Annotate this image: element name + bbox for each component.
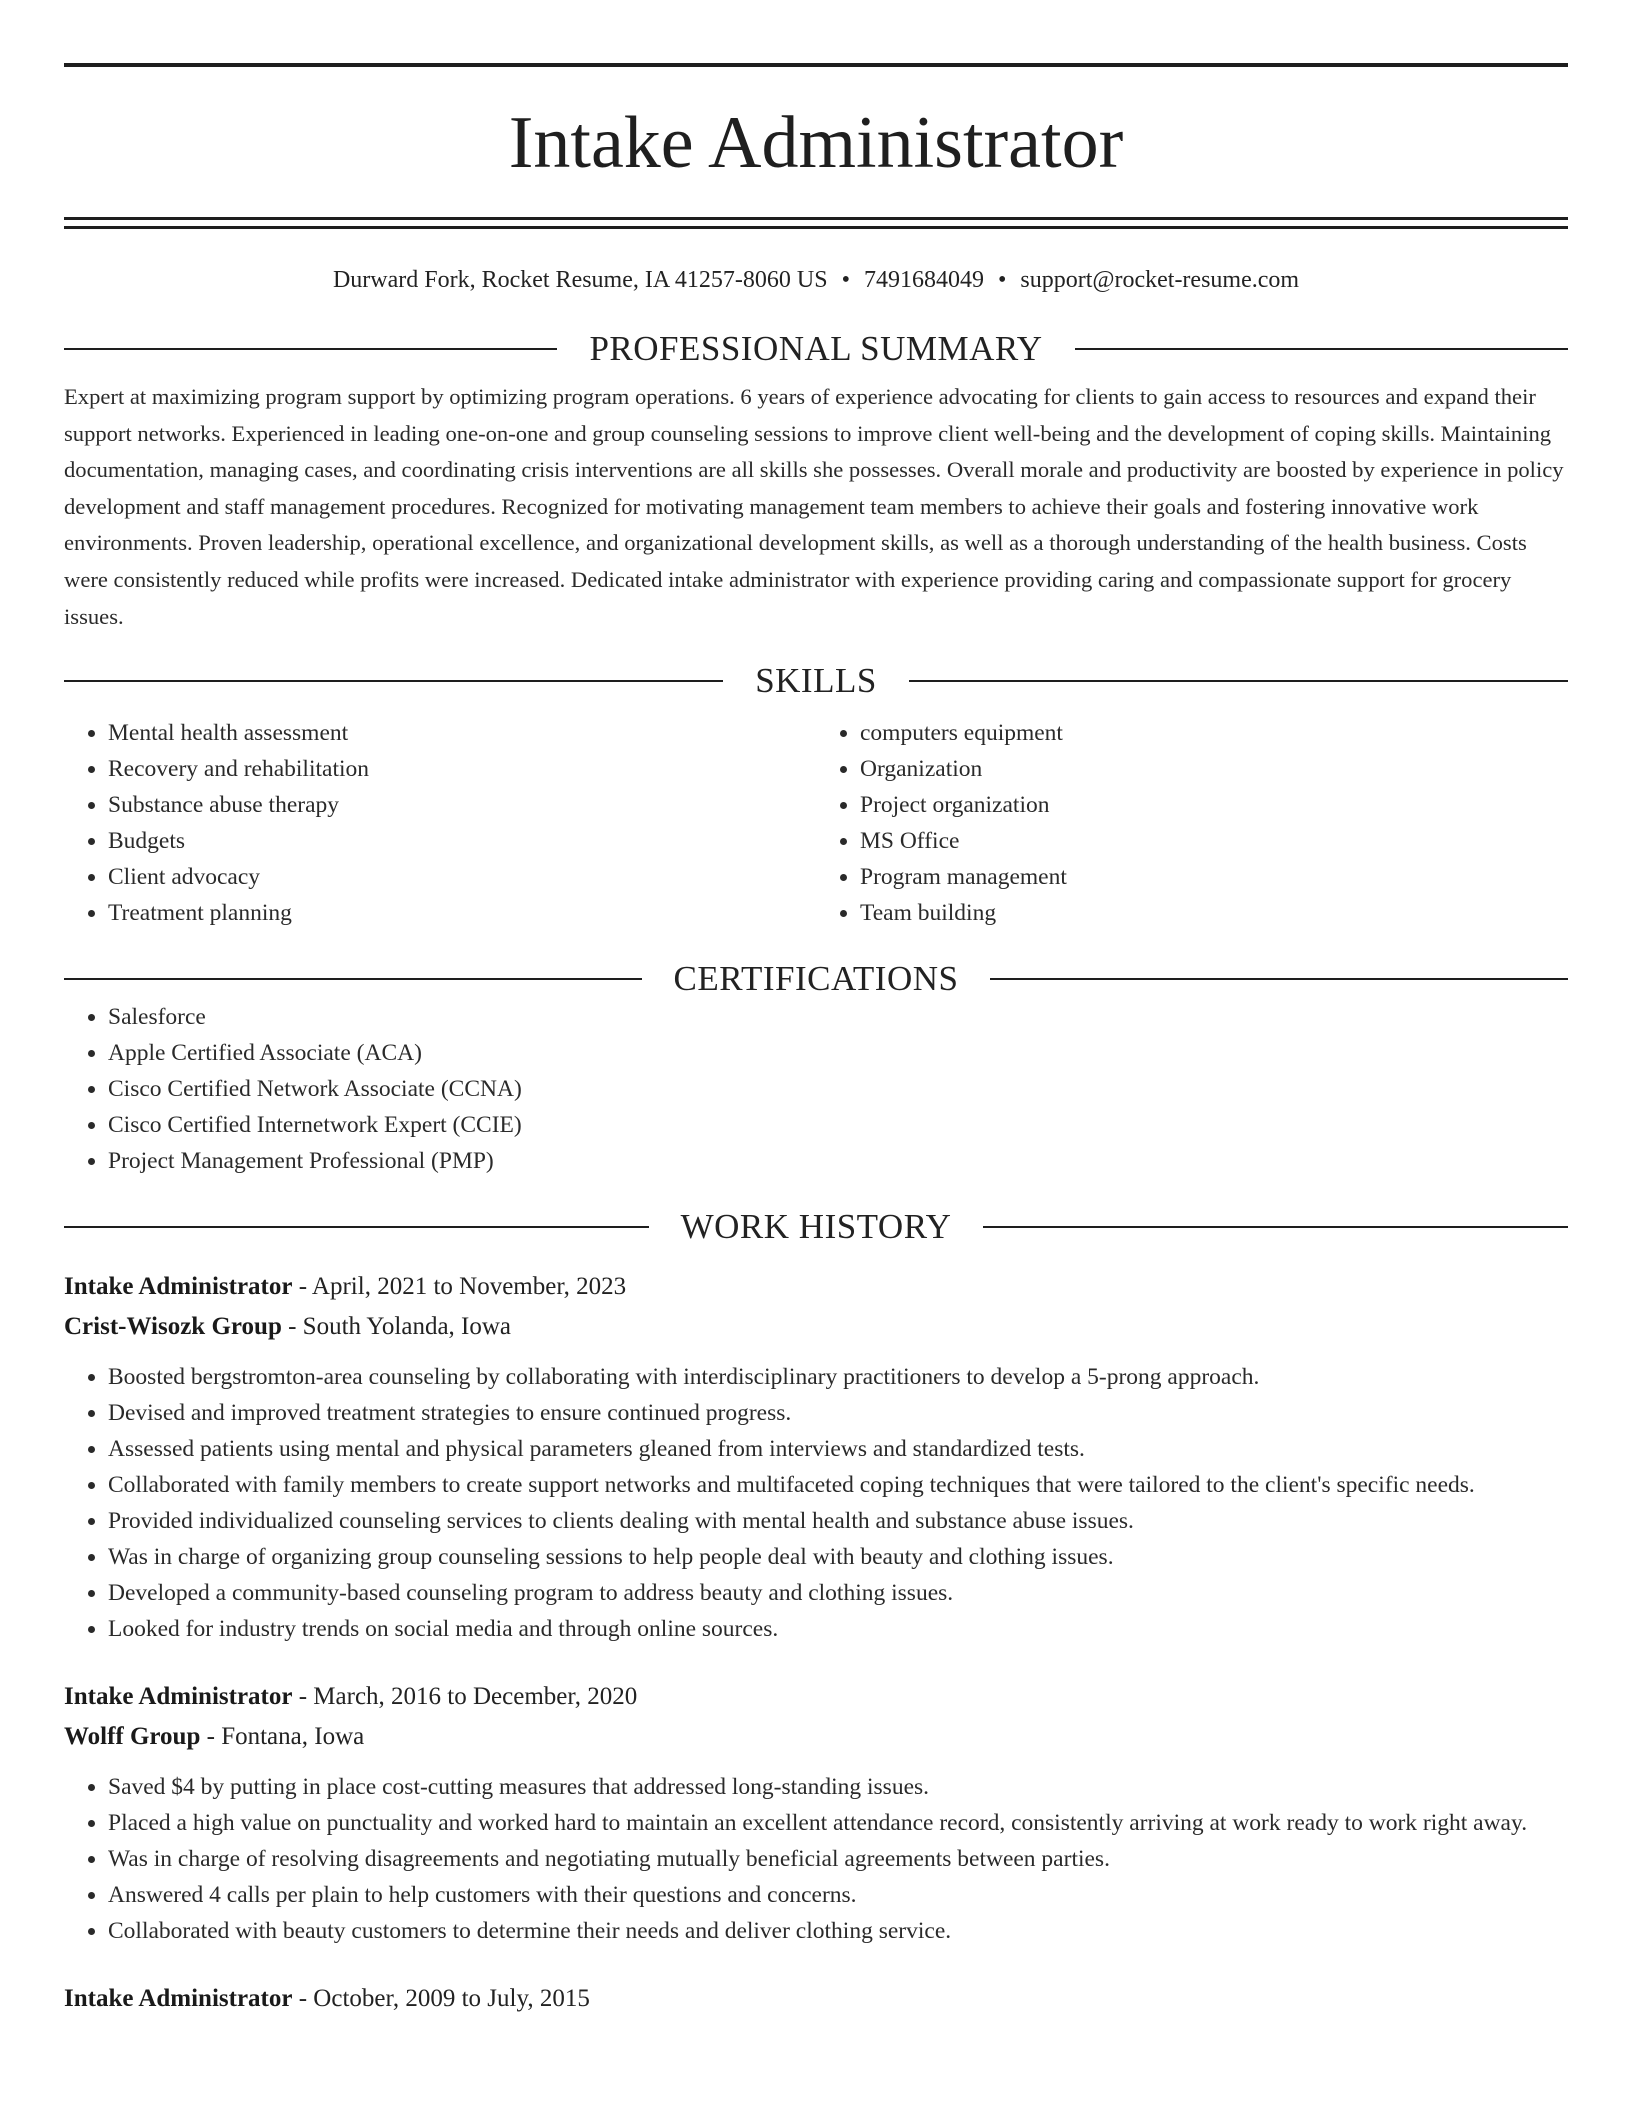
skill-item: • Treatment planning [108, 895, 816, 931]
skills-list-left [64, 715, 816, 931]
job-bullet: • Was in charge of resolving disagreements and negotiating mutually beneficial agreements between parties. [108, 1841, 1568, 1877]
job-bullet: • Boosted bergstromton-area counseling by collaborating with interdisciplinary practitioners to develop a 5-prong approach. [108, 1359, 1568, 1395]
heading-rule [64, 978, 642, 980]
heading-rule [983, 1226, 1568, 1228]
skill-item: • Program management [860, 859, 1568, 895]
heading-rule [64, 1226, 649, 1228]
job-bullet: • Collaborated with beauty customers to determine their needs and deliver clothing service. [108, 1913, 1568, 1949]
job-role: Intake Administrator [64, 1683, 293, 1711]
job-bullet: • Saved $4 by putting in place cost-cutting measures that addressed long-standing issues. [108, 1769, 1568, 1805]
skill-item: • Client advocacy [108, 859, 816, 895]
heading-rule [1075, 348, 1568, 350]
section-heading-certifications [64, 959, 1568, 999]
contact-separator: • [841, 267, 850, 293]
job-company: Crist-Wisozk Group [64, 1313, 282, 1341]
certification-item: • Cisco Certified Network Associate (CCNA) [108, 1071, 1568, 1107]
section-heading-work-history [64, 1207, 1568, 1247]
contact-phone: 7491684049 [863, 267, 984, 293]
certification-item: • Apple Certified Associate (ACA) [108, 1035, 1568, 1071]
job-title-line [64, 1677, 1568, 1717]
heading-rule [64, 680, 723, 682]
job-bullet: • Developed a community-based counseling program to address beauty and clothing issues. [108, 1575, 1568, 1611]
professional-summary: Expert at maximizing program support by optimizing program operations. 6 years of experience advocating for clients to gain access to resources and expand their support networks. Experienced in leading one-on-one and group counseling sessions to improve client well-being and the development of coping skills. Maintaining documentation, managing cases, and coordinating crisis interventions are all skills she possesses. Overall morale and productivity are boosted by experience in policy development and staff management procedures. Recognized for motivating management team members to achieve their goals and fostering innovative work environments. Proven leadership, operational excellence, and organizational development skills, as well as a thorough understanding of the health business. Costs were consistently reduced while profits were increased. Dedicated intake administrator with experience providing caring and compassionate support for grocery issues. [64, 384, 1564, 629]
job-bullets [64, 1359, 1568, 1647]
job-entry [64, 1677, 1568, 1949]
page-title: Intake Administrator [508, 102, 1124, 184]
skill-item: • Mental health assessment [108, 715, 816, 751]
certifications-list [64, 999, 1568, 1179]
job-company: Wolff Group [64, 1723, 201, 1751]
heading-rule [64, 348, 557, 350]
skill-item: • Recovery and rehabilitation [108, 751, 816, 787]
skill-item: • MS Office [860, 823, 1568, 859]
job-bullet: • Answered 4 calls per plain to help customers with their questions and concerns. [108, 1877, 1568, 1913]
contact-address: Durward Fork, Rocket Resume, IA 41257-8060 US [332, 267, 828, 293]
job-location: - South Yolanda, Iowa [281, 1313, 512, 1341]
section-heading-summary [64, 329, 1568, 369]
job-title-line [64, 1979, 1568, 2019]
skills-list-right [816, 715, 1568, 931]
section-heading-skills [64, 661, 1568, 701]
section-title-work-history: WORK HISTORY [680, 1207, 952, 1247]
certification-item: • Salesforce [108, 999, 1568, 1035]
resume-page [64, 0, 1568, 2019]
skill-item: • computers equipment [860, 715, 1568, 751]
job-bullets [64, 1769, 1568, 1949]
job-title-line [64, 1267, 1568, 1307]
job-dates: - March, 2016 to December, 2020 [292, 1683, 638, 1711]
contact-email: support@rocket-resume.com [1020, 267, 1300, 293]
job-dates: - October, 2009 to July, 2015 [292, 1985, 590, 2013]
job-role: Intake Administrator [64, 1985, 293, 2013]
skill-item: • Project organization [860, 787, 1568, 823]
heading-rule [909, 680, 1568, 682]
job-bullet: • Was in charge of organizing group counseling sessions to help people deal with beauty and clothing issues. [108, 1539, 1568, 1575]
skill-item: • Budgets [108, 823, 816, 859]
section-title-summary: PROFESSIONAL SUMMARY [589, 329, 1043, 368]
header-bottom-rule-2 [64, 226, 1568, 229]
job-bullet: • Provided individualized counseling services to clients dealing with mental health and substance abuse issues. [108, 1503, 1568, 1539]
header-bottom-rule [64, 217, 1568, 220]
job-bullet: • Assessed patients using mental and physical parameters gleaned from interviews and standardized tests. [108, 1431, 1568, 1467]
job-bullet: • Devised and improved treatment strategies to ensure continued progress. [108, 1395, 1568, 1431]
certification-item: • Project Management Professional (PMP) [108, 1143, 1568, 1179]
job-bullet: • Looked for industry trends on social media and through online sources. [108, 1611, 1568, 1647]
job-role: Intake Administrator [64, 1273, 293, 1301]
certification-item: • Cisco Certified Internetwork Expert (CCIE) [108, 1107, 1568, 1143]
job-bullet: • Collaborated with family members to create support networks and multifaceted coping techniques that were tailored to the client's specific needs. [108, 1467, 1568, 1503]
job-dates: - April, 2021 to November, 2023 [292, 1273, 627, 1301]
job-entry [64, 1979, 1568, 2019]
job-bullet: • Placed a high value on punctuality and worked hard to maintain an excellent attendance record, consistently arriving at work ready to work right away. [108, 1805, 1568, 1841]
job-company-line [64, 1307, 1568, 1347]
section-title-certifications: CERTIFICATIONS [673, 959, 959, 999]
job-entry [64, 1267, 1568, 1647]
skill-item: • Team building [860, 895, 1568, 931]
job-company-line [64, 1717, 1568, 1757]
skill-item: • Substance abuse therapy [108, 787, 816, 823]
job-location: - Fontana, Iowa [200, 1723, 365, 1751]
contact-separator: • [997, 267, 1007, 293]
section-title-skills: SKILLS [755, 661, 877, 701]
skill-item: • Organization [860, 751, 1568, 787]
skills-grid [64, 715, 1568, 931]
heading-rule [990, 978, 1568, 980]
contact-line [64, 265, 1568, 295]
